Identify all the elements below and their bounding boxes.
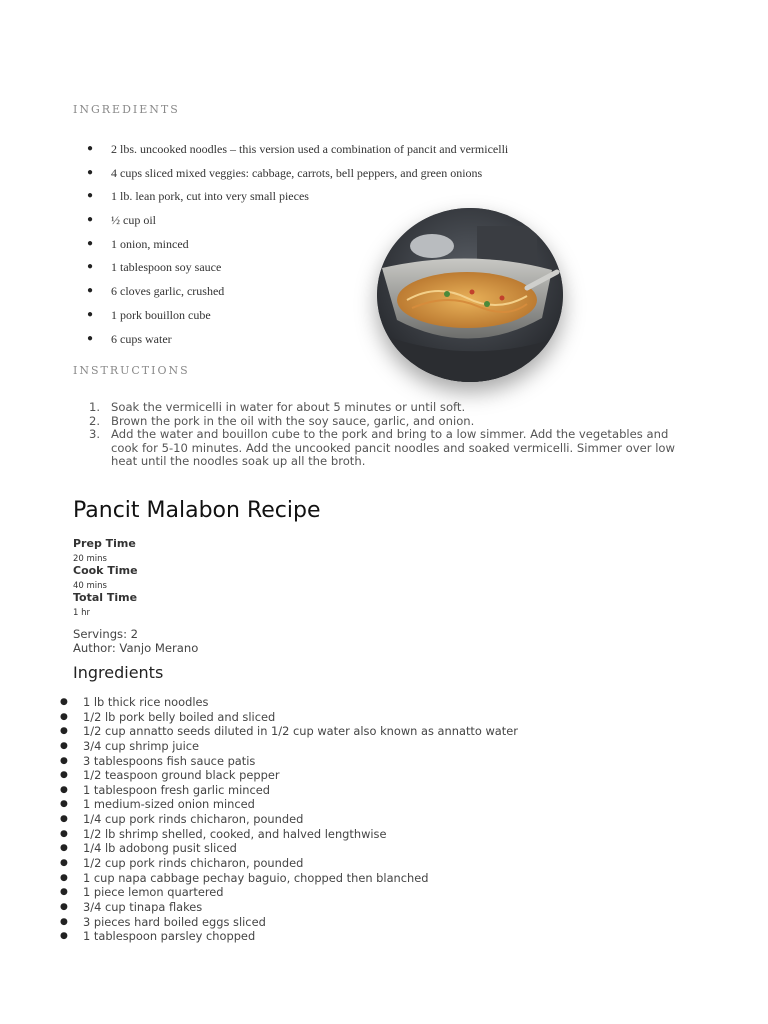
list-item: ● 2 lbs. uncooked noodles – this version used a combination of pancit and vermicelli [87, 142, 509, 156]
list-item: ● 1 onion, minced [87, 236, 189, 251]
list-item: ● 1 lb thick rice noodles [60, 695, 209, 709]
list-item: ● 1 lb. lean pork, cut into very small pieces [87, 189, 309, 204]
bullet-icon: ● [87, 190, 94, 202]
list-item: 3. Add the water and bouillon cube to the pork and bring to a low simmer. Add the vegetables and cook for 5-10 minutes. Add the uncooked pancit noodles and soaked vermicelli. Simmer over low heat until the noodles soak up all the broth. [89, 427, 675, 468]
list-item: ● 1 tablespoon parsley chopped [60, 929, 256, 944]
bullet-icon: ● [60, 799, 68, 810]
list-item: ● 1/2 teaspoon ground black pepper [60, 768, 280, 783]
cook-time-value: 40 mins [73, 581, 107, 591]
list-item: ● 6 cups water [87, 331, 172, 346]
page-title: Pancit Malabon Recipe [73, 498, 321, 523]
prep-time-value: 20 mins [73, 554, 107, 564]
cook-time-label: Cook Time [73, 564, 138, 577]
bullet-icon: ● [60, 711, 68, 722]
bullet-icon: ● [60, 726, 68, 737]
bullet-icon: ● [60, 872, 68, 883]
list-item: ● 4 cups sliced mixed veggies: cabbage, carrots, bell peppers, and green onions [87, 165, 483, 180]
list-item: ● 1 cup napa cabbage pechay baguio, chopped then blanched [60, 870, 429, 885]
list-item: ● 1 medium-sized onion minced [60, 797, 255, 812]
instructions-section-label: INSTRUCTIONS [73, 364, 190, 377]
list-item: ● 1/2 cup pork rinds chicharon, pounded [60, 856, 304, 871]
bullet-icon: ● [60, 916, 68, 927]
bullet-icon: ● [60, 784, 68, 795]
servings: Servings: 2 [73, 627, 139, 641]
instructions-list [89, 400, 691, 469]
bullet-icon: ● [60, 755, 68, 766]
bullet-icon: ● [60, 887, 68, 898]
bullet-icon: ● [87, 237, 94, 249]
list-item: ● 1 tablespoon fresh garlic minced [60, 782, 270, 797]
bullet-icon: ● [60, 901, 68, 912]
list-item: ● 1/2 cup annatto seeds diluted in 1/2 cup water also known as annatto water [60, 724, 518, 739]
list-item: ● 1 tablespoon soy sauce [87, 260, 222, 275]
bullet-icon: ● [87, 214, 94, 226]
list-item: ● 6 cloves garlic, crushed [87, 284, 225, 299]
bullet-icon: ● [87, 143, 94, 154]
bullet-icon: ● [87, 166, 94, 178]
list-item: ● 1/2 lb shrimp shelled, cooked, and halved lengthwise [60, 826, 387, 841]
bullet-icon: ● [60, 814, 68, 825]
wok-illustration [377, 208, 563, 382]
list-item: ● 1/2 lb pork belly boiled and sliced [60, 709, 276, 724]
bullet-icon: ● [87, 308, 94, 320]
list-item: ● 3/4 cup tinapa flakes [60, 899, 203, 914]
bullet-icon: ● [87, 332, 94, 344]
wok-photo [377, 208, 563, 382]
bullet-icon: ● [60, 740, 68, 751]
prep-time-label: Prep Time [73, 537, 136, 550]
bullet-icon: ● [87, 261, 94, 273]
list-item: ● 3/4 cup shrimp juice [60, 738, 200, 753]
list-item: 2. Brown the pork in the oil with the soy sauce, garlic, and onion. [89, 413, 475, 428]
list-item: ● 1/4 cup pork rinds chicharon, pounded [60, 812, 304, 827]
bullet-icon: ● [60, 697, 68, 707]
ingredients-section-label: INGREDIENTS [73, 103, 180, 116]
author: Author: Vanjo Merano [73, 641, 199, 655]
bullet-icon: ● [87, 285, 94, 297]
list-item: ● 3 pieces hard boiled eggs sliced [60, 914, 266, 929]
list-item: ● 3 tablespoons fish sauce patis [60, 753, 256, 768]
bullet-icon: ● [60, 828, 68, 839]
list-item: 1. Soak the vermicelli in water for about 5 minutes or until soft. [89, 400, 466, 414]
bullet-icon: ● [60, 843, 68, 854]
total-time-label: Total Time [73, 591, 138, 604]
bullet-icon: ● [60, 858, 68, 869]
ingredients-heading: Ingredients [73, 663, 164, 682]
list-item: ● ½ cup oil [87, 213, 156, 228]
total-time-value: 1 hr [73, 608, 90, 618]
recipe-ingredients-list [60, 695, 683, 944]
list-item: ● 1 piece lemon quartered [60, 885, 224, 900]
bullet-icon: ● [60, 770, 68, 781]
list-item: ● 1 pork bouillon cube [87, 307, 211, 322]
bullet-icon: ● [60, 931, 68, 942]
list-item: ● 1/4 lb adobong pusit sliced [60, 841, 237, 856]
